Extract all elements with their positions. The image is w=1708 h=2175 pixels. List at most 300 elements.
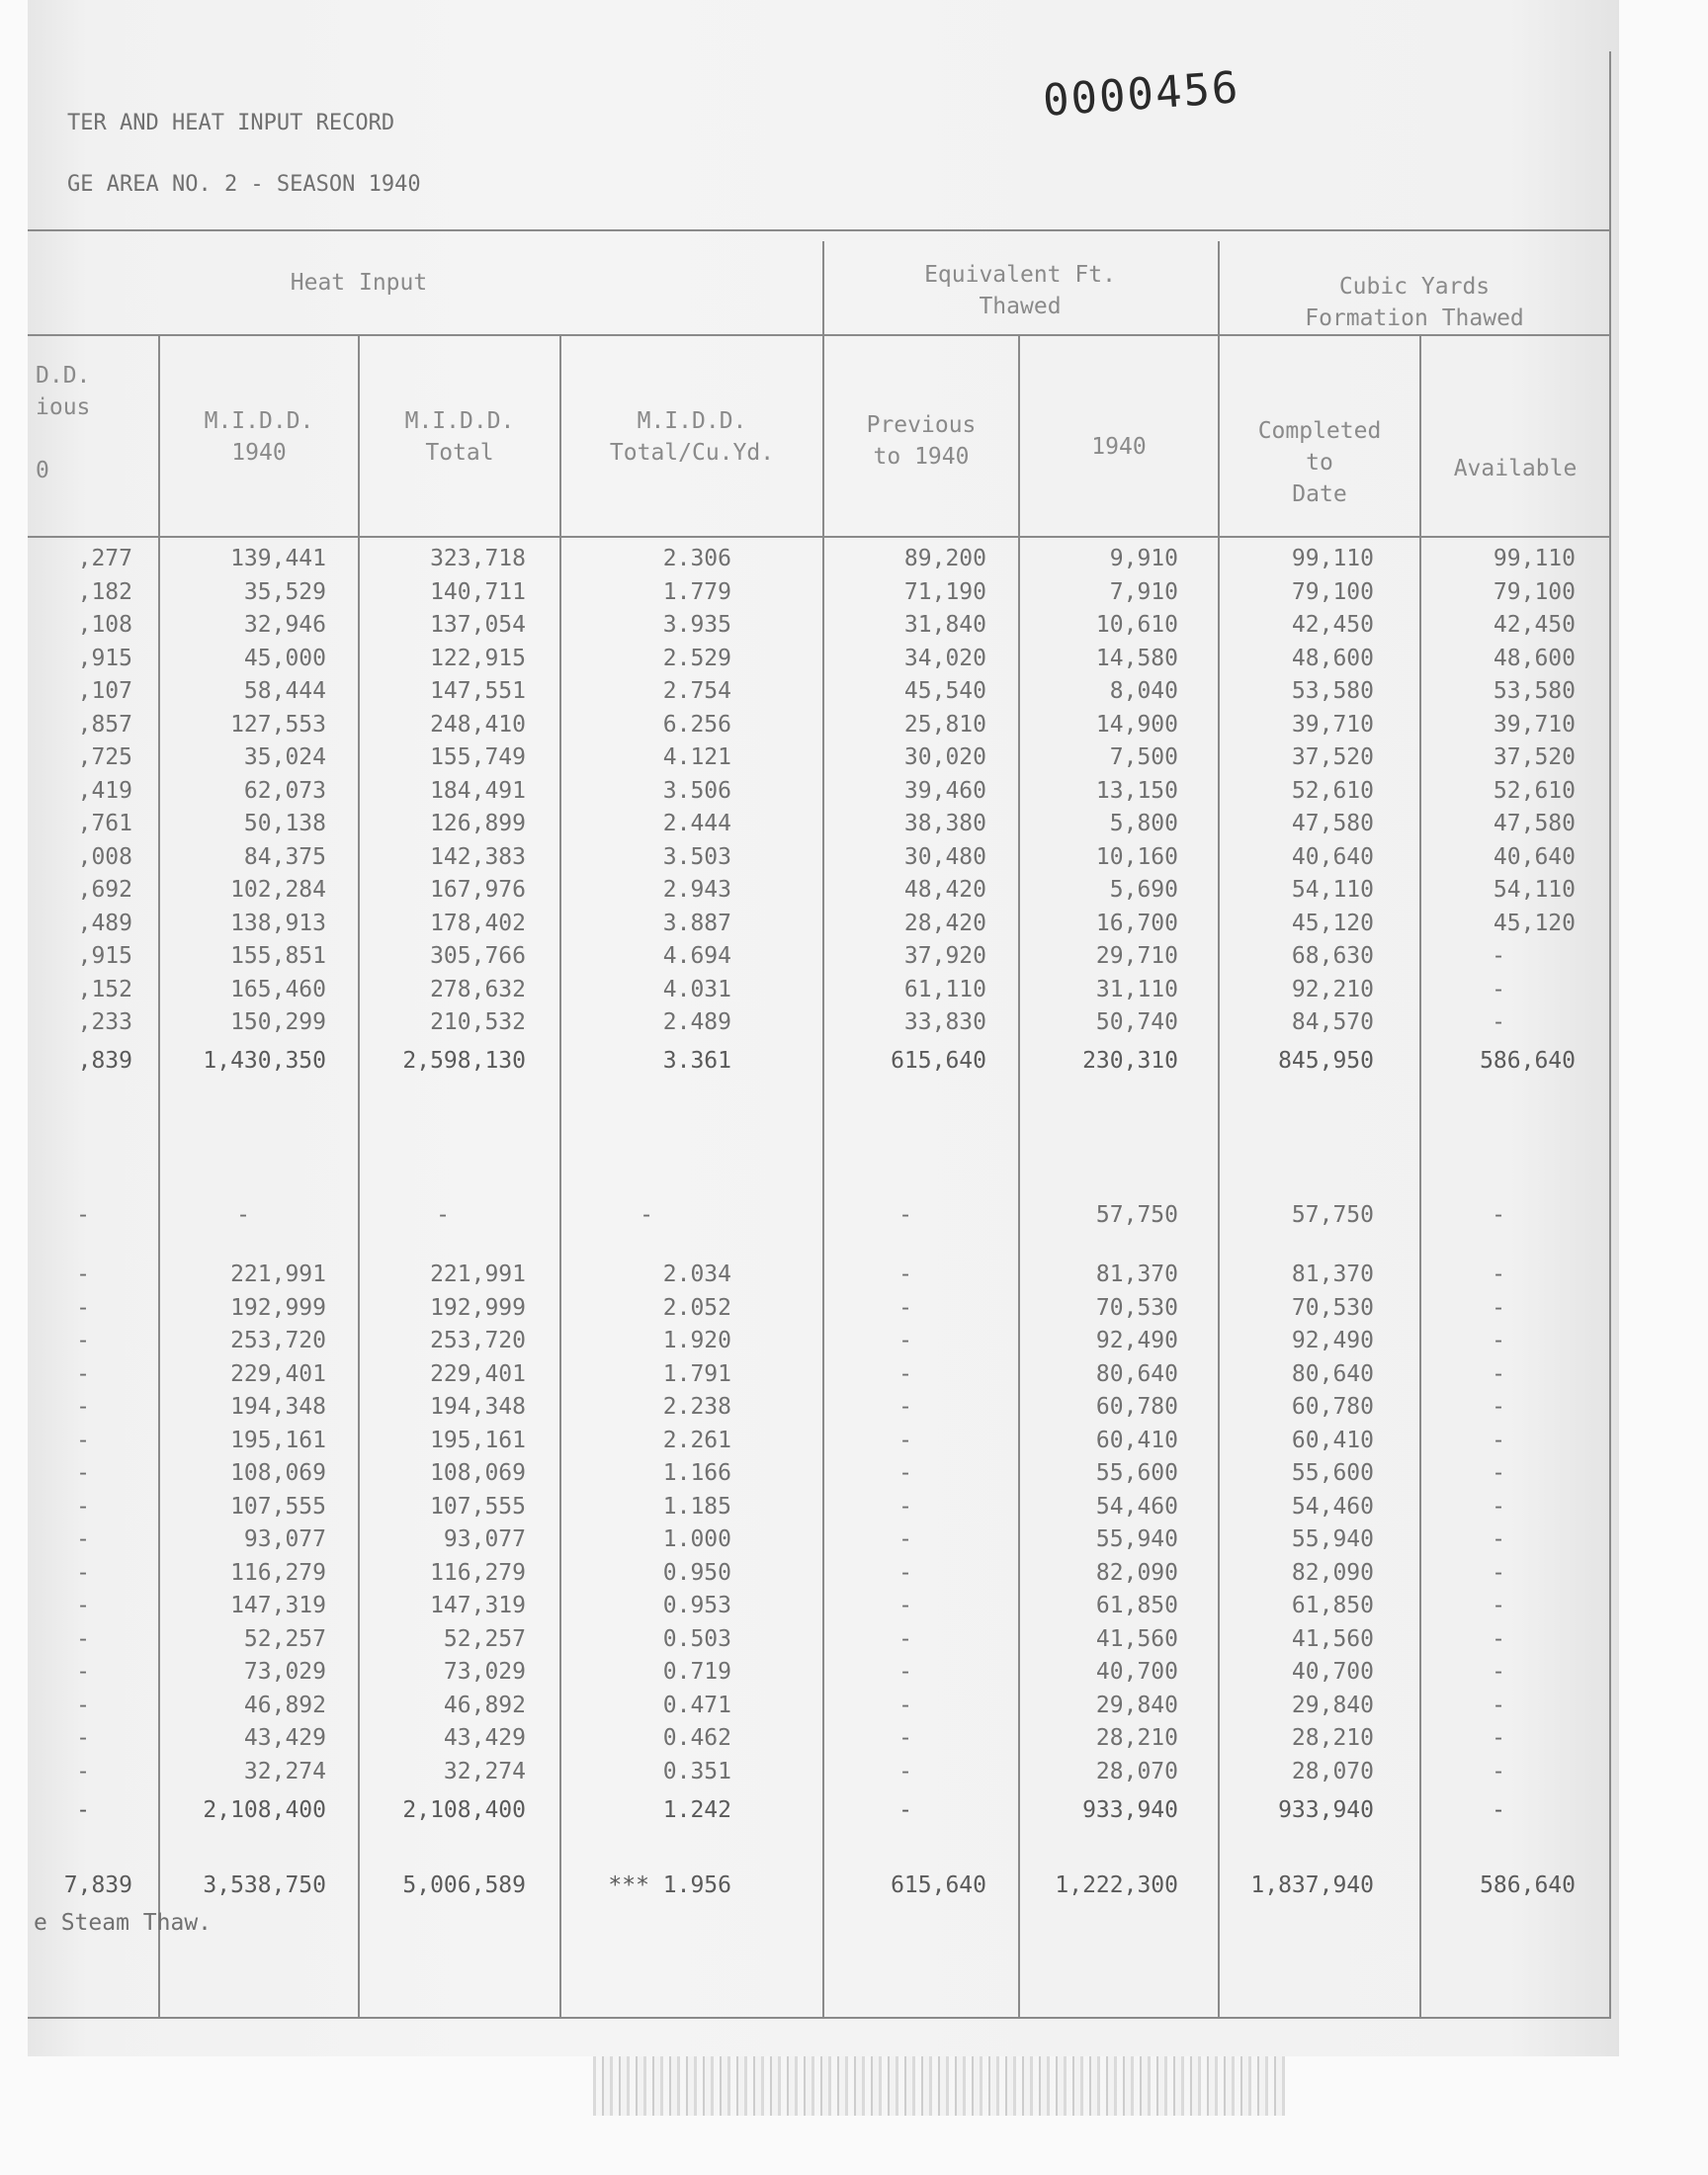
table-cell: - — [76, 1460, 90, 1486]
table-cell: ,915 — [77, 943, 132, 969]
table-cell: 221,991 — [430, 1262, 526, 1287]
table-row — [0, 811, 1708, 836]
table-cell: 108,069 — [230, 1460, 326, 1486]
table-cell: ,107 — [77, 678, 132, 704]
section2-total-row — [0, 1797, 1708, 1823]
table-cell: 35,529 — [243, 578, 326, 605]
table-cell: - — [1492, 1262, 1505, 1287]
table-cell: 0.950 — [662, 1559, 731, 1586]
table-row — [0, 1202, 1708, 1228]
table-cell: 14,580 — [1095, 645, 1178, 671]
table-cell: - — [76, 1493, 90, 1520]
table-cell: 230,310 — [1082, 1048, 1178, 1074]
table-cell: - — [76, 1593, 90, 1618]
table-cell: 28,070 — [1095, 1758, 1178, 1784]
table-cell: 28,420 — [903, 910, 986, 936]
table-cell: 184,491 — [430, 777, 526, 804]
table-cell: 31,110 — [1095, 976, 1178, 1002]
table-cell: 1,430,350 — [203, 1048, 326, 1074]
table-row — [0, 1560, 1708, 1586]
table-cell: ,725 — [77, 744, 132, 770]
table-cell: 84,375 — [243, 843, 326, 870]
table-cell: 9,910 — [1109, 546, 1178, 571]
table-cell: 54,460 — [1095, 1493, 1178, 1520]
table-cell: 39,710 — [1493, 711, 1576, 738]
right-border — [1609, 51, 1611, 2019]
table-cell: 147,319 — [230, 1593, 326, 1618]
table-cell: - — [898, 1427, 912, 1453]
table-cell: - — [898, 1692, 912, 1718]
table-cell: 42,450 — [1493, 612, 1576, 638]
table-cell: 54,110 — [1493, 877, 1576, 903]
table-cell: 92,210 — [1291, 976, 1374, 1002]
table-cell: - — [898, 1725, 912, 1751]
table-cell: 45,000 — [243, 645, 326, 671]
table-cell: 210,532 — [430, 1009, 526, 1035]
table-cell: 1.791 — [662, 1360, 731, 1387]
table-row — [0, 646, 1708, 671]
table-cell: 58,444 — [243, 678, 326, 704]
table-cell: 45,120 — [1291, 910, 1374, 936]
table-cell: - — [1492, 1394, 1505, 1420]
table-cell: - — [76, 1725, 90, 1751]
table-cell: - — [1492, 1328, 1505, 1353]
table-cell: 53,580 — [1291, 678, 1374, 704]
table-cell: 192,999 — [430, 1294, 526, 1321]
table-cell: - — [898, 1797, 912, 1823]
table-cell: 195,161 — [430, 1427, 526, 1453]
table-cell: 4.031 — [662, 976, 731, 1002]
table-cell: 28,070 — [1291, 1758, 1374, 1784]
table-cell: - — [898, 1493, 912, 1520]
table-cell: 0.953 — [662, 1593, 731, 1618]
table-cell: 102,284 — [230, 877, 326, 903]
table-cell: - — [1492, 943, 1505, 969]
table-cell: 16,700 — [1095, 910, 1178, 936]
table-cell: 57,750 — [1291, 1202, 1374, 1228]
table-cell: 43,429 — [243, 1725, 326, 1751]
table-cell: 0.462 — [662, 1725, 731, 1751]
table-cell: 2.261 — [662, 1427, 731, 1453]
table-cell: 1.166 — [662, 1460, 731, 1486]
table-cell: 61,110 — [903, 976, 986, 1002]
table-cell: 73,029 — [443, 1659, 526, 1685]
table-cell: - — [1492, 1625, 1505, 1652]
table-cell: - — [76, 1758, 90, 1784]
table-cell: 2.444 — [662, 811, 731, 836]
table-cell: - — [76, 1559, 90, 1586]
table-cell: 29,840 — [1095, 1692, 1178, 1718]
table-cell: 41,560 — [1291, 1625, 1374, 1652]
table-cell: ,761 — [77, 811, 132, 836]
table-row — [0, 1626, 1708, 1652]
table-cell: 2,108,400 — [203, 1797, 326, 1823]
table-cell: 79,100 — [1291, 578, 1374, 605]
table-cell: 10,610 — [1095, 612, 1178, 638]
table-cell: 5,006,589 — [402, 1872, 526, 1898]
table-cell: 167,976 — [430, 877, 526, 903]
grand-total-row — [0, 1872, 1708, 1898]
table-cell: 82,090 — [1291, 1559, 1374, 1586]
table-cell: 2.489 — [662, 1009, 731, 1035]
section1-total-row — [0, 1048, 1708, 1074]
col-header-mid-total: M.I.D.D. Total — [404, 408, 515, 466]
table-cell: 79,100 — [1493, 578, 1576, 605]
table-cell: - — [436, 1202, 450, 1228]
table-cell: 61,850 — [1095, 1593, 1178, 1618]
table-cell: 48,600 — [1493, 645, 1576, 671]
table-cell: 54,110 — [1291, 877, 1374, 903]
table-top-rule — [28, 229, 1611, 231]
table-cell: - — [898, 1394, 912, 1420]
table-cell: 108,069 — [430, 1460, 526, 1486]
table-cell: 845,950 — [1278, 1048, 1374, 1074]
table-cell: 80,640 — [1291, 1360, 1374, 1387]
table-cell: 4.121 — [662, 744, 731, 770]
table-row — [0, 612, 1708, 638]
table-cell: - — [76, 1202, 90, 1228]
table-cell: 81,370 — [1095, 1262, 1178, 1287]
table-cell: 0.719 — [662, 1659, 731, 1685]
table-row — [0, 1009, 1708, 1035]
table-cell: 52,610 — [1493, 777, 1576, 804]
table-cell: 116,279 — [430, 1559, 526, 1586]
table-cell: 229,401 — [230, 1360, 326, 1387]
table-cell: 29,710 — [1095, 943, 1178, 969]
table-cell: 46,892 — [443, 1692, 526, 1718]
table-cell: - — [898, 1559, 912, 1586]
table-row — [0, 1328, 1708, 1353]
table-cell: 92,490 — [1095, 1328, 1178, 1353]
col-header-mid-1940: M.I.D.D. 1940 — [204, 408, 314, 466]
table-cell: - — [1492, 1559, 1505, 1586]
table-cell: 46,892 — [243, 1692, 326, 1718]
table-cell: 10,160 — [1095, 843, 1178, 870]
table-cell: - — [1492, 1593, 1505, 1618]
table-cell: 37,520 — [1493, 744, 1576, 770]
table-cell: 25,810 — [903, 711, 986, 738]
table-cell: - — [76, 1328, 90, 1353]
table-cell: 2.238 — [662, 1394, 731, 1420]
table-cell: 43,429 — [443, 1725, 526, 1751]
table-cell: 41,560 — [1095, 1625, 1178, 1652]
table-cell: 138,913 — [230, 910, 326, 936]
table-cell: 55,940 — [1291, 1526, 1374, 1552]
table-cell: 6.256 — [662, 711, 731, 738]
table-cell: 92,490 — [1291, 1328, 1374, 1353]
table-cell: 137,054 — [430, 612, 526, 638]
table-cell: 2.306 — [662, 546, 731, 571]
table-cell: 30,020 — [903, 744, 986, 770]
table-cell: - — [76, 1360, 90, 1387]
table-cell: - — [236, 1202, 250, 1228]
table-cell: - — [1492, 1758, 1505, 1784]
table-row — [0, 1295, 1708, 1321]
table-cell: - — [898, 1758, 912, 1784]
table-cell: ,839 — [77, 1048, 132, 1074]
table-cell: 40,640 — [1493, 843, 1576, 870]
table-cell: 165,460 — [230, 976, 326, 1002]
table-cell: 70,530 — [1291, 1294, 1374, 1321]
table-cell: - — [76, 1659, 90, 1685]
table-cell: 37,920 — [903, 943, 986, 969]
table-cell: - — [898, 1360, 912, 1387]
table-cell: 40,640 — [1291, 843, 1374, 870]
table-cell: 32,946 — [243, 612, 326, 638]
table-cell: ,857 — [77, 711, 132, 738]
scan-artifact-band — [593, 2056, 1285, 2116]
table-row — [0, 844, 1708, 870]
table-cell: ,152 — [77, 976, 132, 1002]
table-cell: 54,460 — [1291, 1493, 1374, 1520]
table-cell: - — [1492, 1427, 1505, 1453]
table-cell: 1.779 — [662, 578, 731, 605]
table-cell: 62,073 — [243, 777, 326, 804]
table-cell: - — [76, 1625, 90, 1652]
col-header-prev: D.D. ious 0 — [36, 363, 91, 483]
table-cell: 55,940 — [1095, 1526, 1178, 1552]
table-cell: 99,110 — [1493, 546, 1576, 571]
table-cell: - — [1492, 1692, 1505, 1718]
table-cell: 139,441 — [230, 546, 326, 571]
table-cell: 55,600 — [1291, 1460, 1374, 1486]
table-cell: 155,851 — [230, 943, 326, 969]
table-cell: 4.694 — [662, 943, 731, 969]
table-row — [0, 1460, 1708, 1486]
table-row — [0, 1659, 1708, 1685]
table-row — [0, 877, 1708, 903]
table-cell: - — [76, 1526, 90, 1552]
table-cell: 89,200 — [903, 546, 986, 571]
table-row — [0, 744, 1708, 770]
table-cell: 1.242 — [662, 1797, 731, 1823]
footnote: e Steam Thaw. — [34, 1910, 213, 1936]
table-cell: 155,749 — [430, 744, 526, 770]
table-cell: 2,108,400 — [402, 1797, 526, 1823]
table-cell: 40,700 — [1095, 1659, 1178, 1685]
table-row — [0, 943, 1708, 969]
table-cell: - — [1492, 1659, 1505, 1685]
table-cell: 586,640 — [1480, 1872, 1576, 1898]
table-row — [0, 911, 1708, 936]
table-cell: 150,299 — [230, 1009, 326, 1035]
table-cell: 71,190 — [903, 578, 986, 605]
table-cell: 140,711 — [430, 578, 526, 605]
table-cell: - — [76, 1427, 90, 1453]
table-cell: 142,383 — [430, 843, 526, 870]
table-cell: - — [76, 1262, 90, 1287]
table-cell: 1.185 — [662, 1493, 731, 1520]
table-cell: ,233 — [77, 1009, 132, 1035]
table-cell: 586,640 — [1480, 1048, 1576, 1074]
table-cell: 13,150 — [1095, 777, 1178, 804]
table-cell: 5,690 — [1109, 877, 1178, 903]
table-cell: - — [1492, 1493, 1505, 1520]
table-cell: 1.000 — [662, 1526, 731, 1552]
table-cell: ,489 — [77, 910, 132, 936]
table-cell: 48,420 — [903, 877, 986, 903]
table-cell: 0.503 — [662, 1625, 731, 1652]
table-cell: 615,640 — [891, 1048, 986, 1074]
table-cell: 60,410 — [1291, 1427, 1374, 1453]
table-cell: 3.935 — [662, 612, 731, 638]
table-cell: 253,720 — [430, 1328, 526, 1353]
table-cell: 32,274 — [243, 1758, 326, 1784]
table-cell: 52,257 — [243, 1625, 326, 1652]
table-cell: 107,555 — [430, 1493, 526, 1520]
table-cell: 53,580 — [1493, 678, 1576, 704]
table-cell: 3.506 — [662, 777, 731, 804]
table-cell: - — [898, 1460, 912, 1486]
table-cell: 195,161 — [230, 1427, 326, 1453]
table-cell: 5,800 — [1109, 811, 1178, 836]
table-row — [0, 1725, 1708, 1751]
table-cell: 35,024 — [243, 744, 326, 770]
title-line-1: TER AND HEAT INPUT RECORD — [67, 111, 395, 135]
table-cell: - — [76, 1394, 90, 1420]
table-cell: ,419 — [77, 777, 132, 804]
table-cell: 39,460 — [903, 777, 986, 804]
group-header-equiv-ft: Equivalent Ft. Thawed — [924, 262, 1116, 319]
table-cell: 32,274 — [443, 1758, 526, 1784]
table-cell: 47,580 — [1493, 811, 1576, 836]
table-cell: - — [1492, 976, 1505, 1002]
table-cell: 2.754 — [662, 678, 731, 704]
table-row — [0, 579, 1708, 605]
table-row — [0, 1262, 1708, 1287]
table-row — [0, 546, 1708, 571]
table-cell: 68,630 — [1291, 943, 1374, 969]
table-cell: 323,718 — [430, 546, 526, 571]
table-cell: 116,279 — [230, 1559, 326, 1586]
table-cell: - — [76, 1797, 90, 1823]
table-cell: 60,410 — [1095, 1427, 1178, 1453]
table-cell: 93,077 — [243, 1526, 326, 1552]
table-cell: 107,555 — [230, 1493, 326, 1520]
table-cell: - — [898, 1625, 912, 1652]
table-cell: 28,210 — [1095, 1725, 1178, 1751]
table-cell: ,182 — [77, 578, 132, 605]
table-row — [0, 712, 1708, 738]
group-header-rule — [28, 334, 1611, 336]
table-cell: 278,632 — [430, 976, 526, 1002]
table-row — [0, 1693, 1708, 1718]
table-cell: 127,553 — [230, 711, 326, 738]
table-cell: 305,766 — [430, 943, 526, 969]
table-cell: - — [898, 1262, 912, 1287]
header-bottom-rule — [28, 536, 1611, 538]
table-cell: - — [76, 1294, 90, 1321]
table-bottom-rule — [28, 2017, 1611, 2019]
table-cell: - — [898, 1294, 912, 1321]
table-cell: 2.034 — [662, 1262, 731, 1287]
table-cell: 82,090 — [1095, 1559, 1178, 1586]
table-cell: 34,020 — [903, 645, 986, 671]
table-cell: - — [1492, 1360, 1505, 1387]
table-cell: 221,991 — [230, 1262, 326, 1287]
table-cell: 3.361 — [662, 1048, 731, 1074]
table-row — [0, 1494, 1708, 1520]
table-cell: 253,720 — [230, 1328, 326, 1353]
table-cell: 48,600 — [1291, 645, 1374, 671]
col-header-ft-1940: 1940 — [1091, 434, 1147, 460]
table-cell: - — [1492, 1009, 1505, 1035]
table-cell: - — [1492, 1202, 1505, 1228]
table-cell: - — [1492, 1294, 1505, 1321]
table-cell: 50,740 — [1095, 1009, 1178, 1035]
table-cell: 2,598,130 — [402, 1048, 526, 1074]
table-cell: 57,750 — [1095, 1202, 1178, 1228]
table-cell: 615,640 — [891, 1872, 986, 1898]
table-cell: - — [898, 1659, 912, 1685]
table-cell: 30,480 — [903, 843, 986, 870]
table-cell: 147,551 — [430, 678, 526, 704]
table-cell: 31,840 — [903, 612, 986, 638]
table-cell: ,008 — [77, 843, 132, 870]
table-cell: - — [76, 1692, 90, 1718]
table-cell: 52,257 — [443, 1625, 526, 1652]
table-cell: 33,830 — [903, 1009, 986, 1035]
table-cell: 80,640 — [1095, 1360, 1178, 1387]
table-cell: 60,780 — [1291, 1394, 1374, 1420]
table-cell: 73,029 — [243, 1659, 326, 1685]
table-cell: 8,040 — [1109, 678, 1178, 704]
col-header-prev-1940: Previous to 1940 — [866, 412, 977, 470]
table-cell: 81,370 — [1291, 1262, 1374, 1287]
table-cell: 14,900 — [1095, 711, 1178, 738]
table-cell: 60,780 — [1095, 1394, 1178, 1420]
table-cell: 2.529 — [662, 645, 731, 671]
table-cell: 147,319 — [430, 1593, 526, 1618]
table-row — [0, 1428, 1708, 1453]
col-header-completed: Completed to Date — [1257, 418, 1382, 507]
col-header-available: Available — [1453, 456, 1578, 481]
table-cell: 3.887 — [662, 910, 731, 936]
table-cell: 194,348 — [230, 1394, 326, 1420]
table-cell: ,108 — [77, 612, 132, 638]
table-cell: 229,401 — [430, 1360, 526, 1387]
document-number-stamp: 0000456 — [1041, 62, 1241, 127]
table-cell: 40,700 — [1291, 1659, 1374, 1685]
table-cell: 70,530 — [1095, 1294, 1178, 1321]
table-cell: 1,837,940 — [1250, 1872, 1374, 1898]
table-cell: 933,940 — [1278, 1797, 1374, 1823]
table-cell: - — [898, 1202, 912, 1228]
group-header-heat-input: Heat Input — [290, 270, 428, 296]
table-row — [0, 1394, 1708, 1420]
title-line-2: GE AREA NO. 2 - SEASON 1940 — [67, 172, 421, 197]
table-cell: - — [1492, 1526, 1505, 1552]
table-cell: - — [1492, 1797, 1505, 1823]
table-cell: 1.920 — [662, 1328, 731, 1353]
table-row — [0, 1361, 1708, 1387]
table-cell: - — [1492, 1460, 1505, 1486]
table-cell: 194,348 — [430, 1394, 526, 1420]
table-cell: - — [898, 1328, 912, 1353]
table-cell: *** 1.956 — [608, 1872, 731, 1898]
table-cell: - — [1492, 1725, 1505, 1751]
table-row — [0, 1593, 1708, 1618]
table-cell: 2.052 — [662, 1294, 731, 1321]
table-cell: 42,450 — [1291, 612, 1374, 638]
table-cell: 28,210 — [1291, 1725, 1374, 1751]
table-row — [0, 1526, 1708, 1552]
table-cell: 55,600 — [1095, 1460, 1178, 1486]
table-cell: ,277 — [77, 546, 132, 571]
table-cell: 61,850 — [1291, 1593, 1374, 1618]
col-header-mid-per-cy: M.I.D.D. Total/Cu.Yd. — [609, 408, 775, 466]
table-cell: 50,138 — [243, 811, 326, 836]
